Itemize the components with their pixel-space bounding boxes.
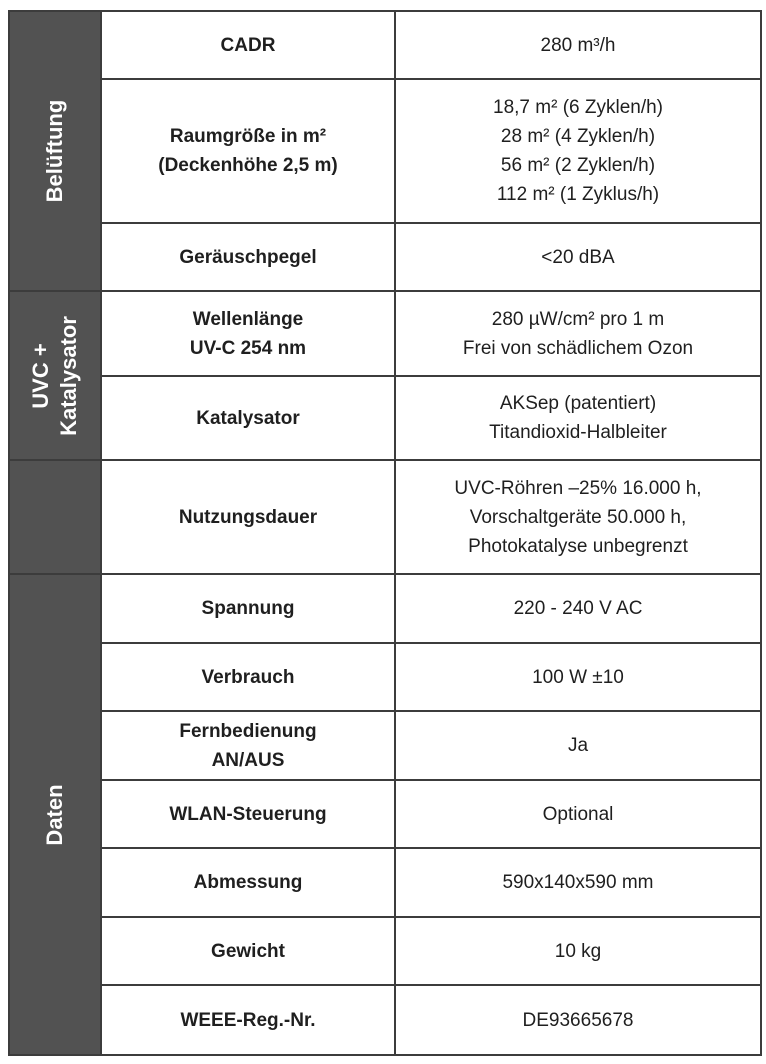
value-text: <20 dBA [541, 246, 615, 268]
value-text: UVC-Röhren –25% 16.000 h, [454, 477, 702, 499]
label-text: WLAN-Steuerung [169, 803, 327, 825]
spec-label-raumgroesse [101, 79, 395, 223]
spec-value-cadr [395, 11, 761, 79]
label-text: Wellenlänge [192, 308, 304, 330]
spec-label-fernbedienung [101, 711, 395, 780]
spec-value-gewicht [395, 917, 761, 985]
spec-value-wlan-steuerung [395, 780, 761, 848]
table-row [9, 780, 761, 848]
table-row [9, 643, 761, 711]
value-text: Photokatalyse unbegrenzt [468, 535, 688, 557]
group-header-uvc-katalysator [9, 291, 101, 460]
value-text: 280 m³/h [540, 34, 616, 56]
label-text: UV-C 254 nm [189, 337, 307, 359]
value-text: 220 - 240 V AC [513, 598, 643, 619]
group-label: Katalysator [56, 315, 81, 436]
label-text: Spannung [201, 598, 295, 619]
group-header-belueftung [9, 11, 101, 291]
value-text: 112 m² (1 Zyklus/h) [496, 184, 660, 205]
label-text: Raumgröße in m² [169, 126, 327, 147]
value-text: 10 kg [554, 940, 602, 962]
spec-label-wellenlaenge [101, 291, 395, 376]
spec-label-gewicht [101, 917, 395, 985]
spec-value-abmessung [395, 848, 761, 917]
value-text: 590x140x590 mm [502, 872, 654, 893]
spec-label-wlan-steuerung [101, 780, 395, 848]
value-text: 56 m² (2 Zyklen/h) [500, 155, 656, 176]
spec-value-nutzungsdauer [395, 460, 761, 574]
table-row [9, 376, 761, 460]
label-text: Fernbedienung [179, 720, 317, 742]
spec-value-wellenlaenge [395, 291, 761, 376]
label-text: Geräuschpegel [179, 246, 317, 268]
label-text: CADR [220, 34, 276, 56]
group-label: UVC + [28, 342, 53, 409]
value-text: Frei von schädlichem Ozon [462, 337, 694, 359]
group-header-daten [9, 574, 101, 1055]
value-text: Optional [542, 803, 614, 825]
value-text: Titandioxid-Halbleiter [489, 422, 667, 443]
value-text: 280 µW/cm² pro 1 m [491, 308, 665, 330]
spec-label-verbrauch [101, 643, 395, 711]
spec-value-geraeuschpegel [395, 223, 761, 291]
spec-label-spannung [101, 574, 395, 643]
table-row [9, 223, 761, 291]
table-row [9, 574, 761, 643]
spec-label-nutzungsdauer [101, 460, 395, 574]
spec-label-geraeuschpegel [101, 223, 395, 291]
spec-table [8, 10, 762, 1056]
table-row [9, 917, 761, 985]
spec-value-weee-reg-nr [395, 985, 761, 1055]
table-row [9, 848, 761, 917]
value-text: 100 W ±10 [532, 666, 624, 688]
label-text: Abmessung [193, 872, 303, 893]
value-text: Vorschaltgeräte 50.000 h, [469, 506, 687, 528]
group-header-empty [9, 460, 101, 574]
spec-value-verbrauch [395, 643, 761, 711]
label-text: Nutzungsdauer [178, 506, 318, 528]
spec-value-raumgroesse [395, 79, 761, 223]
table-row [9, 711, 761, 780]
spec-value-fernbedienung [395, 711, 761, 780]
value-text: DE93665678 [522, 1009, 634, 1031]
value-text: AKSep (patentiert) [499, 393, 657, 414]
value-text: 28 m² (4 Zyklen/h) [500, 126, 656, 147]
group-label: Belüftung [42, 99, 67, 203]
spec-value-spannung [395, 574, 761, 643]
value-text: 18,7 m² (6 Zyklen/h) [493, 97, 663, 118]
table-row [9, 291, 761, 376]
label-text: Verbrauch [201, 666, 295, 688]
table-row [9, 11, 761, 79]
table-row [9, 79, 761, 223]
label-text: AN/AUS [211, 749, 285, 771]
spec-label-abmessung [101, 848, 395, 917]
table-row [9, 985, 761, 1055]
spec-value-katalysator [395, 376, 761, 460]
spec-label-weee-reg-nr [101, 985, 395, 1055]
label-text: WEEE-Reg.-Nr. [180, 1009, 316, 1031]
table-row [9, 460, 761, 574]
spec-label-cadr [101, 11, 395, 79]
label-text: Gewicht [211, 940, 285, 962]
value-text: Ja [567, 735, 589, 756]
label-text: (Deckenhöhe 2,5 m) [158, 155, 338, 176]
label-text: Katalysator [196, 407, 300, 429]
spec-label-katalysator [101, 376, 395, 460]
group-label: Daten [42, 783, 67, 846]
